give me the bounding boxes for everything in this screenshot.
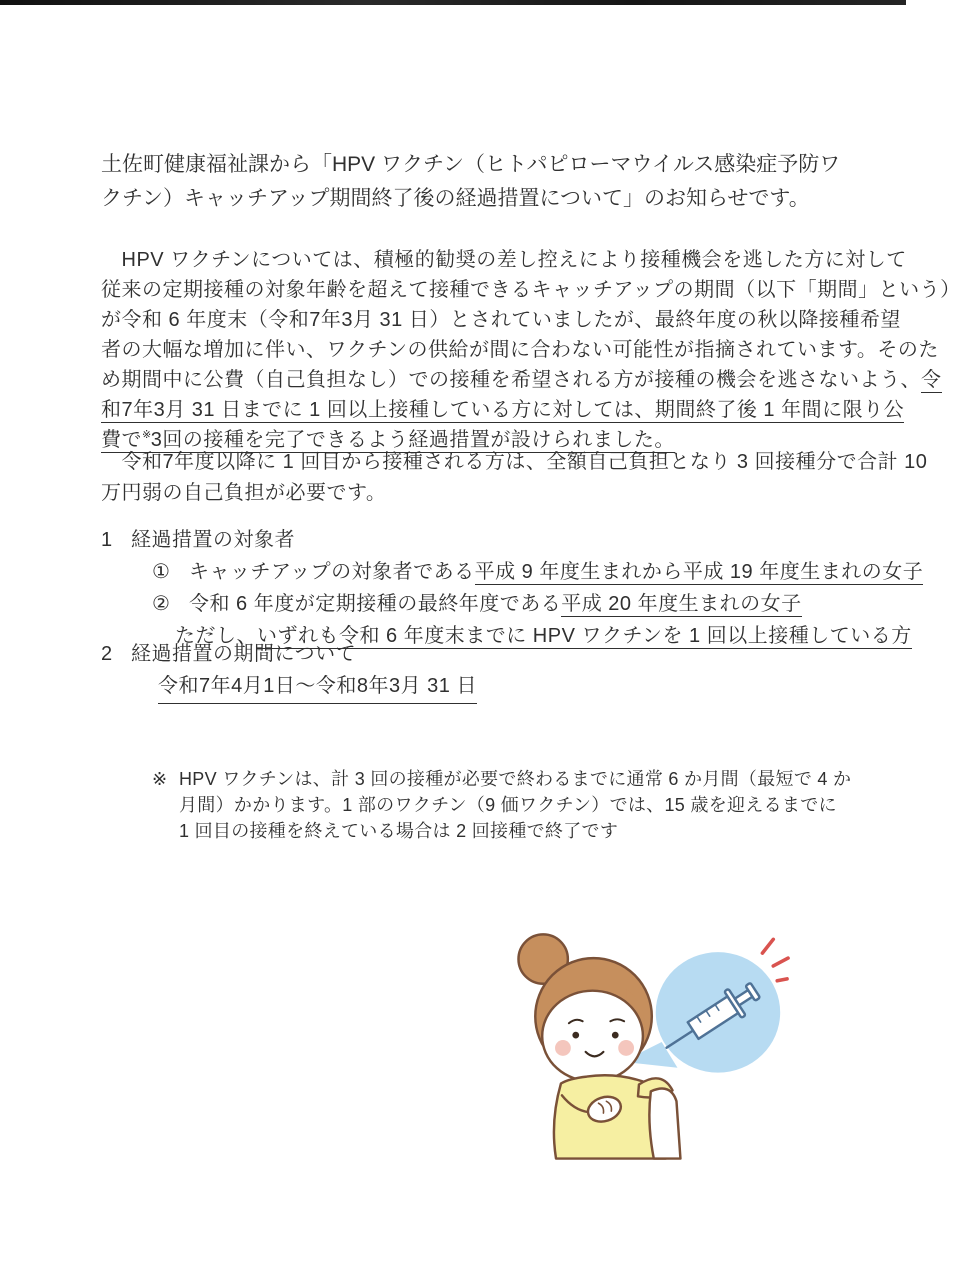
exposed-arm [649, 1089, 680, 1159]
section-heading [101, 524, 923, 556]
period-dates [158, 670, 477, 704]
section-measure-period [101, 638, 477, 704]
text-segment: ただし、 [175, 625, 257, 647]
paragraph-line: 令和7年度以降に 1 回目から接種される方は、全額自己負担となり 3 回接種分で合計 10 [101, 451, 928, 473]
paragraph-line: が令和 6 年度末（令和7年3月 31 日）とされていましたが、最終年度の秋以降接種希望 [101, 309, 901, 331]
section-title: 経過措置の対象者 [131, 529, 295, 551]
item-number: ① [152, 561, 171, 583]
paragraph-line: 従来の定期接種の対象年齢を超えて接種できるキャッチアップの期間（以下「期間」という） [101, 279, 961, 301]
text-segment: 令和 6 年度が定期接種の最終年度である [189, 593, 562, 615]
vaccination-illustration [478, 924, 794, 1164]
footnote [152, 766, 851, 844]
underlined-text: 平成 9 年度生まれから平成 19 年度生まれの女子 [474, 561, 924, 583]
paragraph-line: HPV ワクチンについては、積極的勧奨の差し控えにより接種機会を逃した方に対して [101, 249, 907, 271]
footnote-line: 1 回目の接種を終えている場合は 2 回接種で終了です [179, 821, 619, 841]
underlined-text: 令和7年4月1日～令和8年3月 31 日 [158, 670, 477, 704]
notice-title-line: クチン）キャッチアップ期間終了後の経過措置について」のお知らせです。 [101, 187, 810, 210]
eye-right [612, 1032, 619, 1039]
paragraph-line [101, 365, 961, 395]
section-number: 1 [101, 529, 113, 551]
item-number: ② [152, 593, 171, 615]
footnote-marker: ※ [152, 769, 168, 789]
underlined-text: 平成 20 年度生まれの女子 [561, 593, 802, 615]
section-number: 2 [101, 643, 113, 665]
notice-title [101, 148, 840, 216]
paragraph-line: 者の大幅な増加に伴い、ワクチンの供給が間に合わない可能性が指摘されています。そのた [101, 339, 939, 361]
footnote-line: HPV ワクチンは、計 3 回の接種が必要で終わるまでに通常 6 か月間（最短で 4 か [179, 769, 852, 789]
list-item [152, 588, 923, 620]
eye-left [572, 1032, 579, 1039]
text-segment: め期間中に公費（自己負担なし）での接種を希望される方が接種の機会を逃さないよう、 [101, 369, 921, 391]
blush-left [555, 1040, 571, 1056]
face [542, 991, 643, 1082]
section-eligible-persons [101, 524, 923, 652]
footnote-body [179, 766, 851, 844]
reference-mark: ※ [142, 429, 152, 441]
section-title: 経過措置の期間について [131, 643, 357, 665]
notice-title-line: 土佐町健康福祉課から「HPV ワクチン（ヒトパピローマウイルス感染症予防ワ [101, 153, 841, 176]
underlined-text: いずれも令和 6 年度末までに HPV ワクチンを 1 回以上接種している方 [257, 625, 912, 647]
text-segment: 費で [101, 429, 142, 451]
item-text [189, 556, 923, 588]
intro-paragraph [101, 245, 961, 455]
text-segment: キャッチアップの対象者である [189, 561, 475, 583]
text-segment: 3回の接種を完了できるよう経過措置が設けられました。 [150, 429, 675, 451]
self-pay-paragraph [101, 447, 927, 509]
underlined-text: 令 [921, 369, 942, 391]
underlined-text: 和7年3月 31 日までに 1 回以上接種している方に対しては、期間終了後 1 年間に限り公 [101, 399, 905, 421]
footnote-line: 月間）かかります。1 部のワクチン（9 価ワクチン）では、15 歳を迎えるまでに [179, 795, 837, 815]
paragraph-line [101, 395, 961, 425]
section-heading [101, 638, 477, 670]
paragraph-line: 万円弱の自己負担が必要です。 [101, 482, 387, 504]
list-item [152, 556, 923, 588]
item-text [189, 588, 802, 620]
blush-right [618, 1040, 634, 1056]
scan-artifact-top-edge [0, 0, 906, 5]
